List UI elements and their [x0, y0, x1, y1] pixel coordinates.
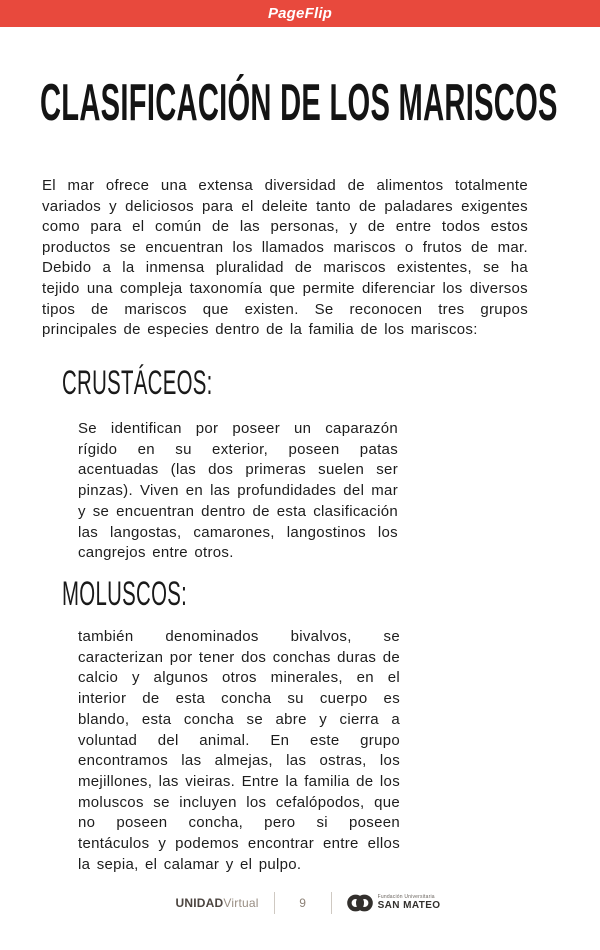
viewer-title: PageFlip: [267, 5, 333, 22]
brand-light: Virtual: [223, 896, 259, 910]
san-mateo-logo: [347, 891, 441, 915]
footer-divider: [331, 892, 332, 914]
interlocked-rings-icon: [347, 891, 373, 915]
moluscos-heading: [62, 577, 271, 611]
unidad-virtual-brand: [176, 896, 259, 910]
logo-top-line: Fundación Universitaria: [377, 894, 435, 900]
san-mateo-logo-text: [378, 894, 441, 912]
viewer-header: [0, 0, 600, 27]
crustaceos-heading: [62, 366, 313, 400]
intro-paragraph: El mar ofrece una extensa diversidad de alimentos totalmente variados y deliciosos para el deleite tanto de paladares exigentes como para el común de las personas, y de entre todos estos productos se encuentran los llamados mariscos o frutos de mar. Debido a la inmensa pluralidad de mariscos existentes, se ha tejido una compleja taxonomía que permite diferenciar los diversos tipos de mariscos que existen. Se reconocen tres grupos principales de especies dentro de la familia de los mariscos:: [42, 177, 528, 339]
page-number: 9: [299, 896, 306, 910]
page-title-text: CLASIFICACIÓN DE LOS MARISCOS: [40, 74, 558, 132]
footer-divider: [274, 892, 275, 914]
crustaceos-paragraph: Se identifican por poseer un caparazón rígido en su exterior, poseen patas acentuadas (las dos primeras suelen ser pinzas). Viven en las profundidades del mar y se encuentran dentro de esta clasificación las langostas, camarones, langostinos los cangrejos entre otros.: [78, 420, 398, 562]
brand-bold: UNIDAD: [175, 896, 224, 910]
moluscos-heading-text: MOLUSCOS:: [62, 575, 188, 613]
moluscos-paragraph: también denominados bivalvos, se caracterizan por tener dos conchas duras de calcio y algunos otros minerales, en el interior de esta concha su cuerpo es blando, esta concha se abre y cierra a voluntad del animal. En este grupo encontramos las almejas, las ostras, los mejillones, las vieiras. Entre la familia de los moluscos se incluyen los cefalópodos, que no poseen concha, pero si poseen tentáculos y podemos encontrar entre ellos la sepia, el calamar y el pulpo.: [78, 628, 400, 873]
page-title: [40, 74, 600, 132]
logo-bottom-line: SAN MATEO: [377, 900, 441, 911]
page-footer: [8, 891, 600, 915]
crustaceos-heading-text: CRUSTÁCEOS:: [62, 364, 213, 402]
